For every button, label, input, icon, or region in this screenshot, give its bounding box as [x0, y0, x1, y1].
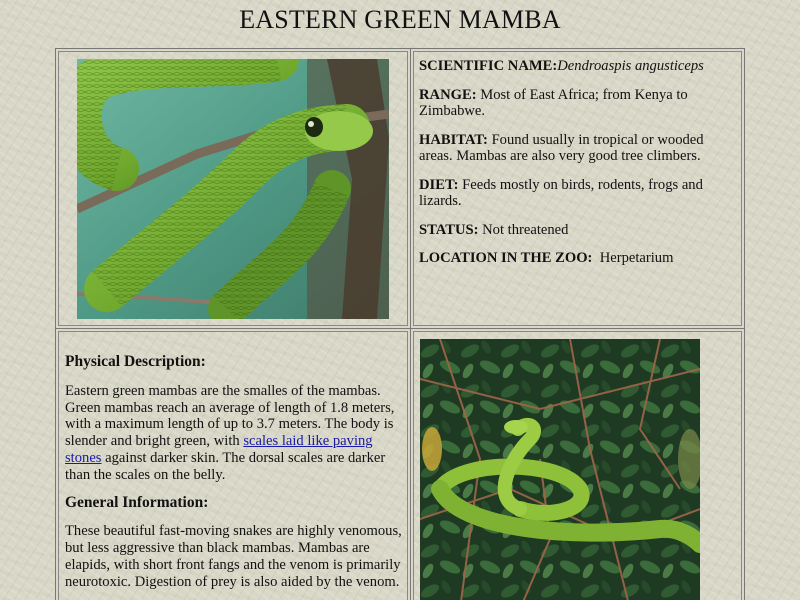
general-information-text: These beautiful fast-moving snakes are highly venomous, but less aggressive than black mambas. Mambas are elapids, with short front fangs and the venom is primarily neurotoxic. Digestion of prey is also aided by the venom.: [65, 523, 402, 590]
scales-link[interactable]: scales laid like paving stones: [65, 433, 373, 466]
range-row: [419, 87, 737, 120]
location-row: [419, 250, 737, 267]
facts-panel: [419, 58, 737, 279]
scientific-name-label: SCIENTIFIC NAME:: [419, 58, 558, 74]
diet-label: DIET:: [419, 176, 459, 193]
description-panel: [65, 354, 405, 600]
habitat-value: Found usually in tropical or wooded areas. Mambas are also very good tree climbers.: [419, 131, 704, 164]
snake-closeup-photo: [77, 59, 389, 319]
physical-text-part-1: Eastern green mambas are the smalles of the mambas. Green mambas reach an average of length of 1.8 meters, with a maximum length of up to 3.7 meters. The body is slender and bright green, with: [65, 382, 395, 450]
status-label: STATUS:: [419, 221, 479, 238]
location-value: Herpetarium: [592, 250, 674, 266]
snake-in-tree-photo: [420, 339, 700, 600]
physical-text-part-2: against darker skin. The dorsal scales are darker than the scales on the belly.: [65, 449, 386, 483]
habitat-row: [419, 132, 737, 165]
location-label: LOCATION IN THE ZOO:: [419, 250, 593, 266]
range-label: RANGE:: [419, 86, 477, 103]
page-title: EASTERN GREEN MAMBA: [239, 5, 561, 34]
scientific-name-row: [419, 58, 737, 75]
general-information-heading: General Information:: [65, 493, 209, 511]
scientific-name-value: Dendroaspis angusticeps: [557, 58, 704, 74]
range-value: Most of East Africa; from Kenya to Zimbabwe.: [419, 86, 688, 119]
diet-value: Feeds mostly on birds, rodents, frogs and lizards.: [419, 176, 703, 209]
diet-row: [419, 177, 737, 210]
status-value: Not threatened: [478, 221, 569, 238]
habitat-label: HABITAT:: [419, 131, 488, 148]
physical-description-heading: Physical Description:: [65, 353, 206, 370]
physical-description-text: [65, 383, 405, 484]
status-row: [419, 222, 737, 239]
